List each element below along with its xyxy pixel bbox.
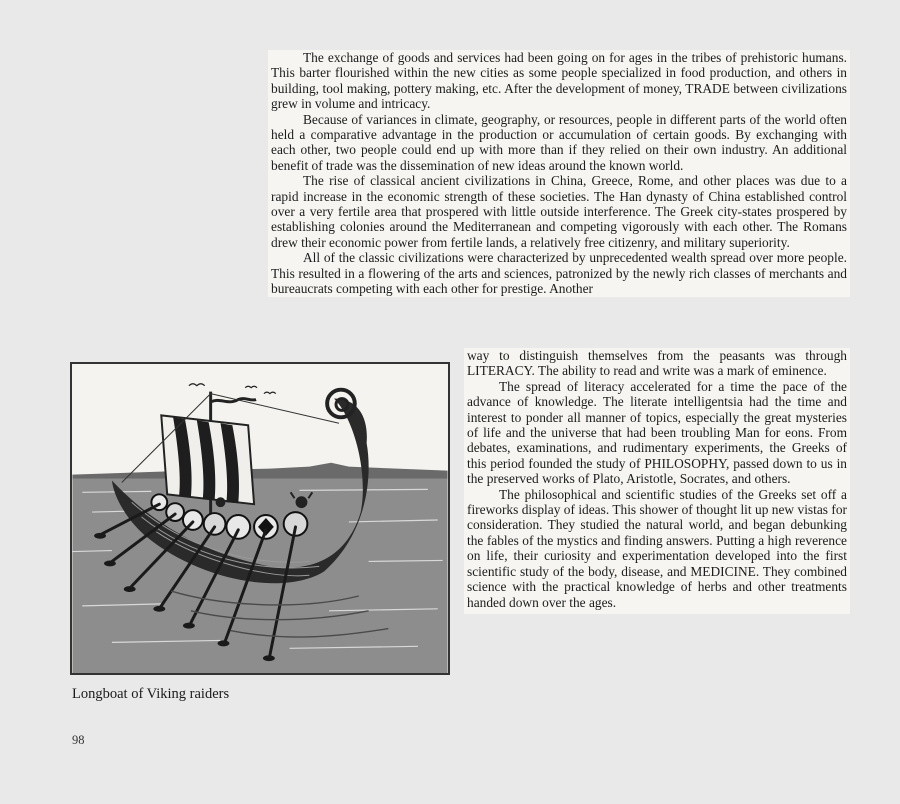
right-text-column	[464, 348, 850, 614]
paragraph-wealth: All of the classic civilizations were characterized by unprecedented wealth spread over more people. This resulted in a flowering of the arts and sciences, patronized by the newly rich classes of merchants and bureaucrats competing with each other for prestige. Another	[271, 250, 847, 297]
paragraph-comparative-advantage: Because of variances in climate, geography, or resources, people in different parts of the world often held a comparative advantage in the production or accumulation of certain goods. By exchanging with each other, two people could end up with more than if they relied on their own industry. An additional benefit of trade was the dissemination of new ideas around the known world.	[271, 111, 847, 173]
viking-longboat-illustration	[70, 362, 450, 675]
page-number: 98	[72, 733, 85, 747]
longboat-drawing	[72, 364, 448, 673]
paragraph-trade: The exchange of goods and services had been going on for ages in the tribes of prehistoric humans. This barter flourished within the new cities as some people specialized in food production, and others in building, tool making, pottery making, etc. After the development of money, TRADE between civilizations grew in volume and intricacy.	[271, 50, 847, 112]
figure-caption: Longboat of Viking raiders	[72, 686, 230, 702]
paragraph-literacy: way to distinguish themselves from the peasants was through LITERACY. The ability to read and write was a mark of eminence.	[467, 348, 847, 379]
paragraph-medicine: The philosophical and scientific studies of the Greeks set off a fireworks display of ideas. This shower of thought lit up new vistas for consideration. They studied the natural world, and began debunking the fables of the mystics and finding answers. Putting a high reverence on life, their curiosity and experimentation developed into the first scientific study of the body, disease, and MEDICINE. They combined science with the practical knowledge of herbs and other treatments handed down over the ages.	[467, 486, 847, 610]
paragraph-classical-civilizations: The rise of classical ancient civilizations in China, Greece, Rome, and other places was due to a rapid increase in the economic strength of these societies. The Han dynasty of China established control over a very fertile area that prospered with little outside interference. The Greek city-states prospered by establishing colonies around the Mediterranean and competing vigorously with each other. The Romans drew their economic power from fertile lands, a relatively free citizenry, and military superiority.	[271, 173, 847, 250]
paragraph-philosophy: The spread of literacy accelerated for a time the pace of the advance of knowledge. The literate intelligentsia had the time and interest to ponder all manner of topics, especially the great mysteries of life and the universe that had been troubling Man for eons. From debates, examinations, and rudimentary experiments, the Greeks of this period founded the study of PHILOSOPHY, passed down to us in the preserved works of Plato, Aristotle, Socrates, and others.	[467, 378, 847, 487]
upper-text-block	[268, 50, 850, 297]
